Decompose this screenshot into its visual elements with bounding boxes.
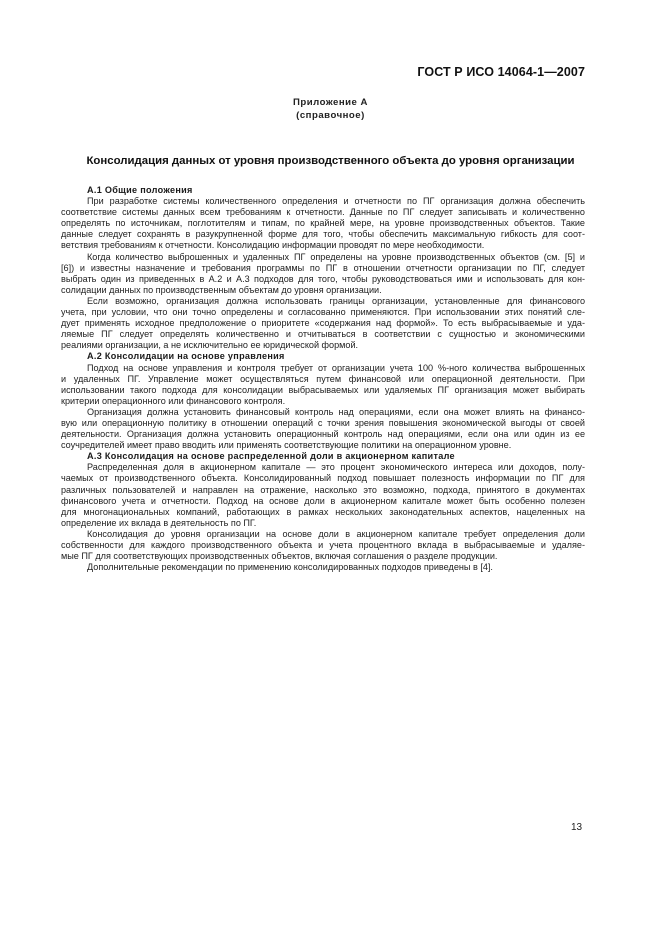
document-body xyxy=(61,185,585,573)
text-line: для многонациональных компаний, работающих в рамках нескольких законодательных аспектов, нацеленных на xyxy=(61,506,585,517)
text-line: определять по источникам, поглотителям и типам, по крайней мере, на уровне производственных объектов. Такие xyxy=(61,218,585,229)
text-line: критерии операционного или финансового контроля. xyxy=(61,395,286,406)
text-line: Организация должна установить финансовый контроль над операциями, если она может влиять на финансо- xyxy=(87,406,585,417)
section-heading-a3: А.3 Консолидация на основе распределенной доли в акционерном капитале xyxy=(87,451,455,462)
text-line: выбрать один из приведенных в А.2 и А.3 подходов для того, чтобы руководствоваться ими и использовать для кон- xyxy=(61,273,585,284)
annex-label: Приложение А xyxy=(293,97,368,108)
annex-title: Консолидация данных от уровня производственного объекта до уровня организации xyxy=(86,155,575,167)
text-line: При разработке системы количественного определения и отчетности по ПГ организация должна обеспечить xyxy=(87,196,585,207)
text-line: использовании такого подхода для консолидации выбрасываемых или удаляемых ПГ организация может выбирать xyxy=(61,384,585,395)
text-line: Консолидация до уровня организации на основе доли в акционерном капитале требует определения доли xyxy=(87,528,585,539)
text-line: ветствия требованиям к отчетности. Консолидацию информации проводят по мере необходимости. xyxy=(61,240,485,251)
text-line: деятельности. Организация должна установить операционный контроль над операциями, если она или один из ее xyxy=(61,429,585,440)
text-line: соучредителей имеет право вводить или применять соответствующие политики на операционном уровне. xyxy=(61,440,512,451)
page-number: 13 xyxy=(571,822,583,833)
section-heading-a1: А.1 Общие положения xyxy=(87,185,193,195)
text-line: данные следует сохранять в разукрупненной форме для того, чтобы обеспечить максимальную гибкость для соот- xyxy=(61,229,585,240)
text-line: финансового учета и отчетности. Подход на основе доли в акционерном капитале может быть особенно полезен xyxy=(61,495,585,506)
text-line: реалиями организации, а не исключительно ее юридической формой. xyxy=(61,340,359,351)
text-line: солидации данных по производственным объектам до уровня организации. xyxy=(61,284,382,295)
text-line: различных пользователей и направлен на отражение, насколько это возможно, подхода, принятого в документах xyxy=(61,484,585,495)
text-line: [6]) и известны назначение и требования программы по ПГ в отношении отчетности организации по ПГ, следует xyxy=(61,262,585,273)
text-line: Дополнительные рекомендации по применению консолидированных подходов приведены в [4]. xyxy=(87,562,493,573)
text-line: собственности для каждого производственного объекта и учета процентного вклада в выбрасываемые и удаляе- xyxy=(61,540,585,550)
text-line: Если возможно, организация должна использовать границы организации, установленные для финансового xyxy=(87,295,585,306)
document-code: ГОСТ Р ИСО 14064-1—2007 xyxy=(417,65,585,79)
text-line: соответствие системы данных всем требованиям к отчетности. Данные по ПГ следует записывать и количественно xyxy=(61,207,585,218)
text-line: определение их вклада в деятельность по ПГ. xyxy=(61,517,257,528)
text-line: чаемых от производственного объекта. Консолидированный подход повышает полезность информации по ПГ для xyxy=(61,473,585,484)
text-line: мые ПГ для соответствующих производственных объектов, включая соглашения о разделе продукции. xyxy=(61,551,498,562)
text-line: Распределенная доля в акционерном капитале — это процент экономического интереса или доходов, полу- xyxy=(87,462,585,473)
text-line: ляемые ПГ следует определять количественно и отчитываться в соответствии с сущностью и экономическими xyxy=(61,329,585,340)
text-line: дует применять исходное предположение о приоритете «содержания над формой». То есть выбрасываемые и уда- xyxy=(61,318,585,329)
section-heading-a2: А.2 Консолидации на основе управления xyxy=(87,351,285,362)
text-line: вую или операционную политику в отношении операций с точки зрения повышения экономической выгоды от своей xyxy=(61,417,585,428)
text-line: Когда количество выброшенных и удаленных ПГ определены на уровне производственных объектов (см. [5] и xyxy=(87,251,585,262)
text-line: Подход на основе управления и контроля требует от организации учета 100 %-ного количества выброшенных xyxy=(87,362,585,373)
text-line: и удаленных ПГ. Управление может осуществляться путем финансовой или операционной деятельности. При xyxy=(61,373,585,384)
text-line: учета, при условии, что они точно определены и согласованно применяются. При использовании этих понятий сле- xyxy=(61,307,585,318)
annex-type: (справочное) xyxy=(296,110,365,121)
